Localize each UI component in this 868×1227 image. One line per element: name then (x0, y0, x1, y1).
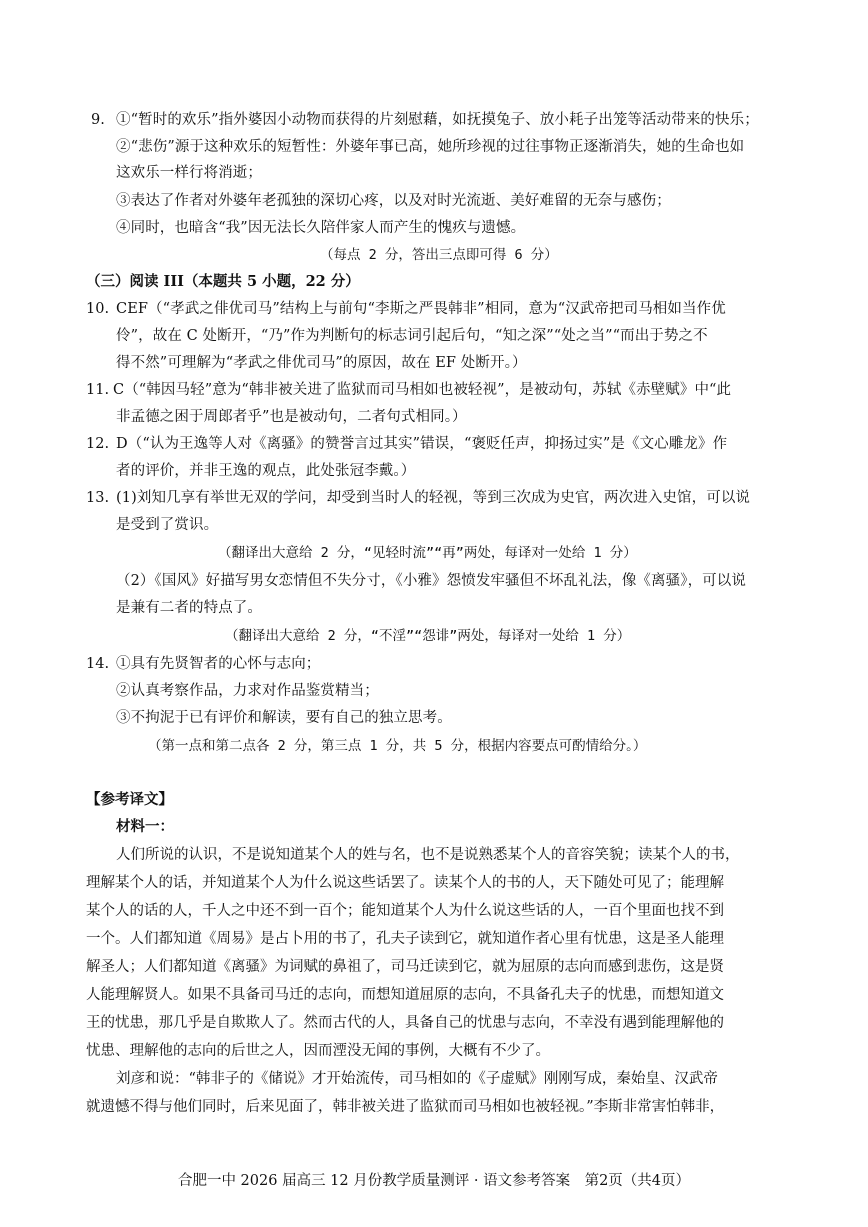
q9-line-2: ②“悲伤”源于这种欢乐的短暂性：外婆年事已高，她所珍视的过往事物正逐渐消失，她的生命也如 (116, 139, 745, 155)
translation-p1-line-6: 人能理解贤人。如果不具备司马迁的志向，而想知道屈原的志向，不具备孔夫子的忧患，而想知道文 (86, 987, 724, 1003)
q14-number: 14. (86, 656, 110, 672)
section-3-heading: （三）阅读 III（本题共 5 小题，22 分） (86, 273, 360, 290)
q9-line-5: ④同时，也暗含“我”因无法长久陪伴家人而产生的愧疚与遗憾。 (116, 220, 526, 236)
q9-line-3: 这欢乐一样行将消逝； (116, 165, 262, 181)
translation-p1-line-7: 王的忧患，那几乎是自欺欺人了。然而古代的人，具备自己的忧患与志向，不幸没有遇到能理解他的 (86, 1015, 724, 1031)
translation-p1-line-8: 忧患、理解他的志向的后世之人，因而湮没无闻的事例，大概有不少了。 (86, 1043, 550, 1059)
q13-line-2: 是受到了赏识。 (116, 517, 219, 533)
q13-score-note-2: （翻译出大意给 2 分，“不淫”“怨诽”两处，每译对一处给 1 分） (225, 628, 631, 644)
q10-line-3: 得不然”可理解为“孝武之俳优司马”的原因，故在 EF 处断开。） (116, 355, 527, 371)
q9-score-note: （每点 2 分，答出三点即可得 6 分） (320, 247, 558, 263)
translation-p1-line-1: 人们所说的认识，不是说知道某个人的姓与名，也不是说熟悉某个人的音容笑貌；读某个人的书， (116, 847, 740, 863)
page-footer: 合肥一中 2026 届高三 12 月份教学质量测评 · 语文参考答案 第2页（共4页） (177, 1173, 691, 1189)
q10-line-1: CEF（“孝武之俳优司马”结构上与前句“李斯之严畏韩非”相同，意为“汉武帝把司马相如当作优 (116, 301, 726, 317)
q11-number: 11. (86, 382, 110, 398)
q12-line-1: D（“认为王逸等人对《离骚》的赞誉言过其实”错误，“褒贬任声，抑扬过实”是《文心雕龙》作 (116, 436, 728, 452)
q9-number: 9. (91, 112, 105, 128)
q9-line-1: ①“暂时的欢乐”指外婆因小动物而获得的片刻慰藉，如抚摸兔子、放小耗子出笼等活动带来的快乐； (116, 112, 759, 128)
translation-p1-line-3: 某个人的话的人，千人之中还不到一百个；能知道某个人为什么说这些话的人，一百个里面也找不到 (86, 903, 724, 919)
q12-number: 12. (86, 436, 110, 452)
q11-line-1: C（“韩因马轻”意为“韩非被关进了监狱而司马相如也被轻视”，是被动句，苏轼《赤壁赋》中“此 (113, 382, 732, 398)
q11-line-2: 非孟德之困于周郎者乎”也是被动句，二者句式相同。） (116, 409, 467, 425)
q13-line-4: 是兼有二者的特点了。 (116, 600, 262, 616)
q14-line-3: ③不拘泥于已有评价和解读，要有自己的独立思考。 (116, 710, 452, 726)
q13-line-3: （2）《国风》好描写男女恋情但不失分寸，《小雅》怨愤发牢骚但不坏乱礼法，像《离骚》，可以说 (116, 573, 746, 589)
reference-translation-heading: 【参考译文】 (86, 791, 173, 808)
q9-line-4: ③表达了作者对外婆年老孤独的深切心疼，以及对时光流逝、美好难留的无奈与感伤； (116, 193, 671, 209)
q10-line-2: 伶”，故在 C 处断开，“乃”作为判断句的标志词引起后句，“知之深”“处之当”“而出于势之不 (116, 328, 708, 344)
translation-p1-line-2: 理解某个人的话，并知道某个人为什么说这些话罢了。读某个人的书的人，天下随处可见了；能理解 (86, 875, 724, 891)
q13-line-1: (1)刘知几享有举世无双的学问，却受到当时人的轻视，等到三次成为史官，两次进入史馆，可以说 (116, 490, 751, 506)
q10-number: 10. (86, 301, 110, 317)
q13-number: 13. (86, 490, 110, 506)
q14-score-note: （第一点和第二点各 2 分，第三点 1 分，共 5 分，根据内容要点可酌情给分。） (148, 738, 647, 754)
q13-score-note-1: （翻译出大意给 2 分，“见轻时流”“再”两处，每译对一处给 1 分） (218, 545, 637, 561)
q12-line-2: 者的评价，并非王逸的观点，此处张冠李戴。） (116, 463, 416, 479)
material-one-label: 材料一： (116, 818, 174, 835)
translation-p1-line-5: 解圣人；人们都知道《离骚》为词赋的鼻祖了，司马迁读到它，就为屈原的志向而感到悲伤，这是贤 (86, 959, 724, 975)
translation-p2-line-2: 就遗憾不得与他们同时，后来见面了，韩非被关进了监狱而司马相如也被轻视。”李斯非常害怕韩非， (86, 1099, 725, 1115)
q14-line-2: ②认真考察作品，力求对作品鉴赏精当； (116, 683, 379, 699)
q14-line-1: ①具有先贤智者的心怀与志向； (116, 656, 321, 672)
translation-p2-line-1: 刘彦和说：“韩非子的《储说》才开始流传，司马相如的《子虚赋》刚刚写成，秦始皇、汉武帝 (116, 1071, 718, 1087)
translation-p1-line-4: 一个。人们都知道《周易》是占卜用的书了，孔夫子读到它，就知道作者心里有忧患，这是圣人能理 (86, 931, 724, 947)
